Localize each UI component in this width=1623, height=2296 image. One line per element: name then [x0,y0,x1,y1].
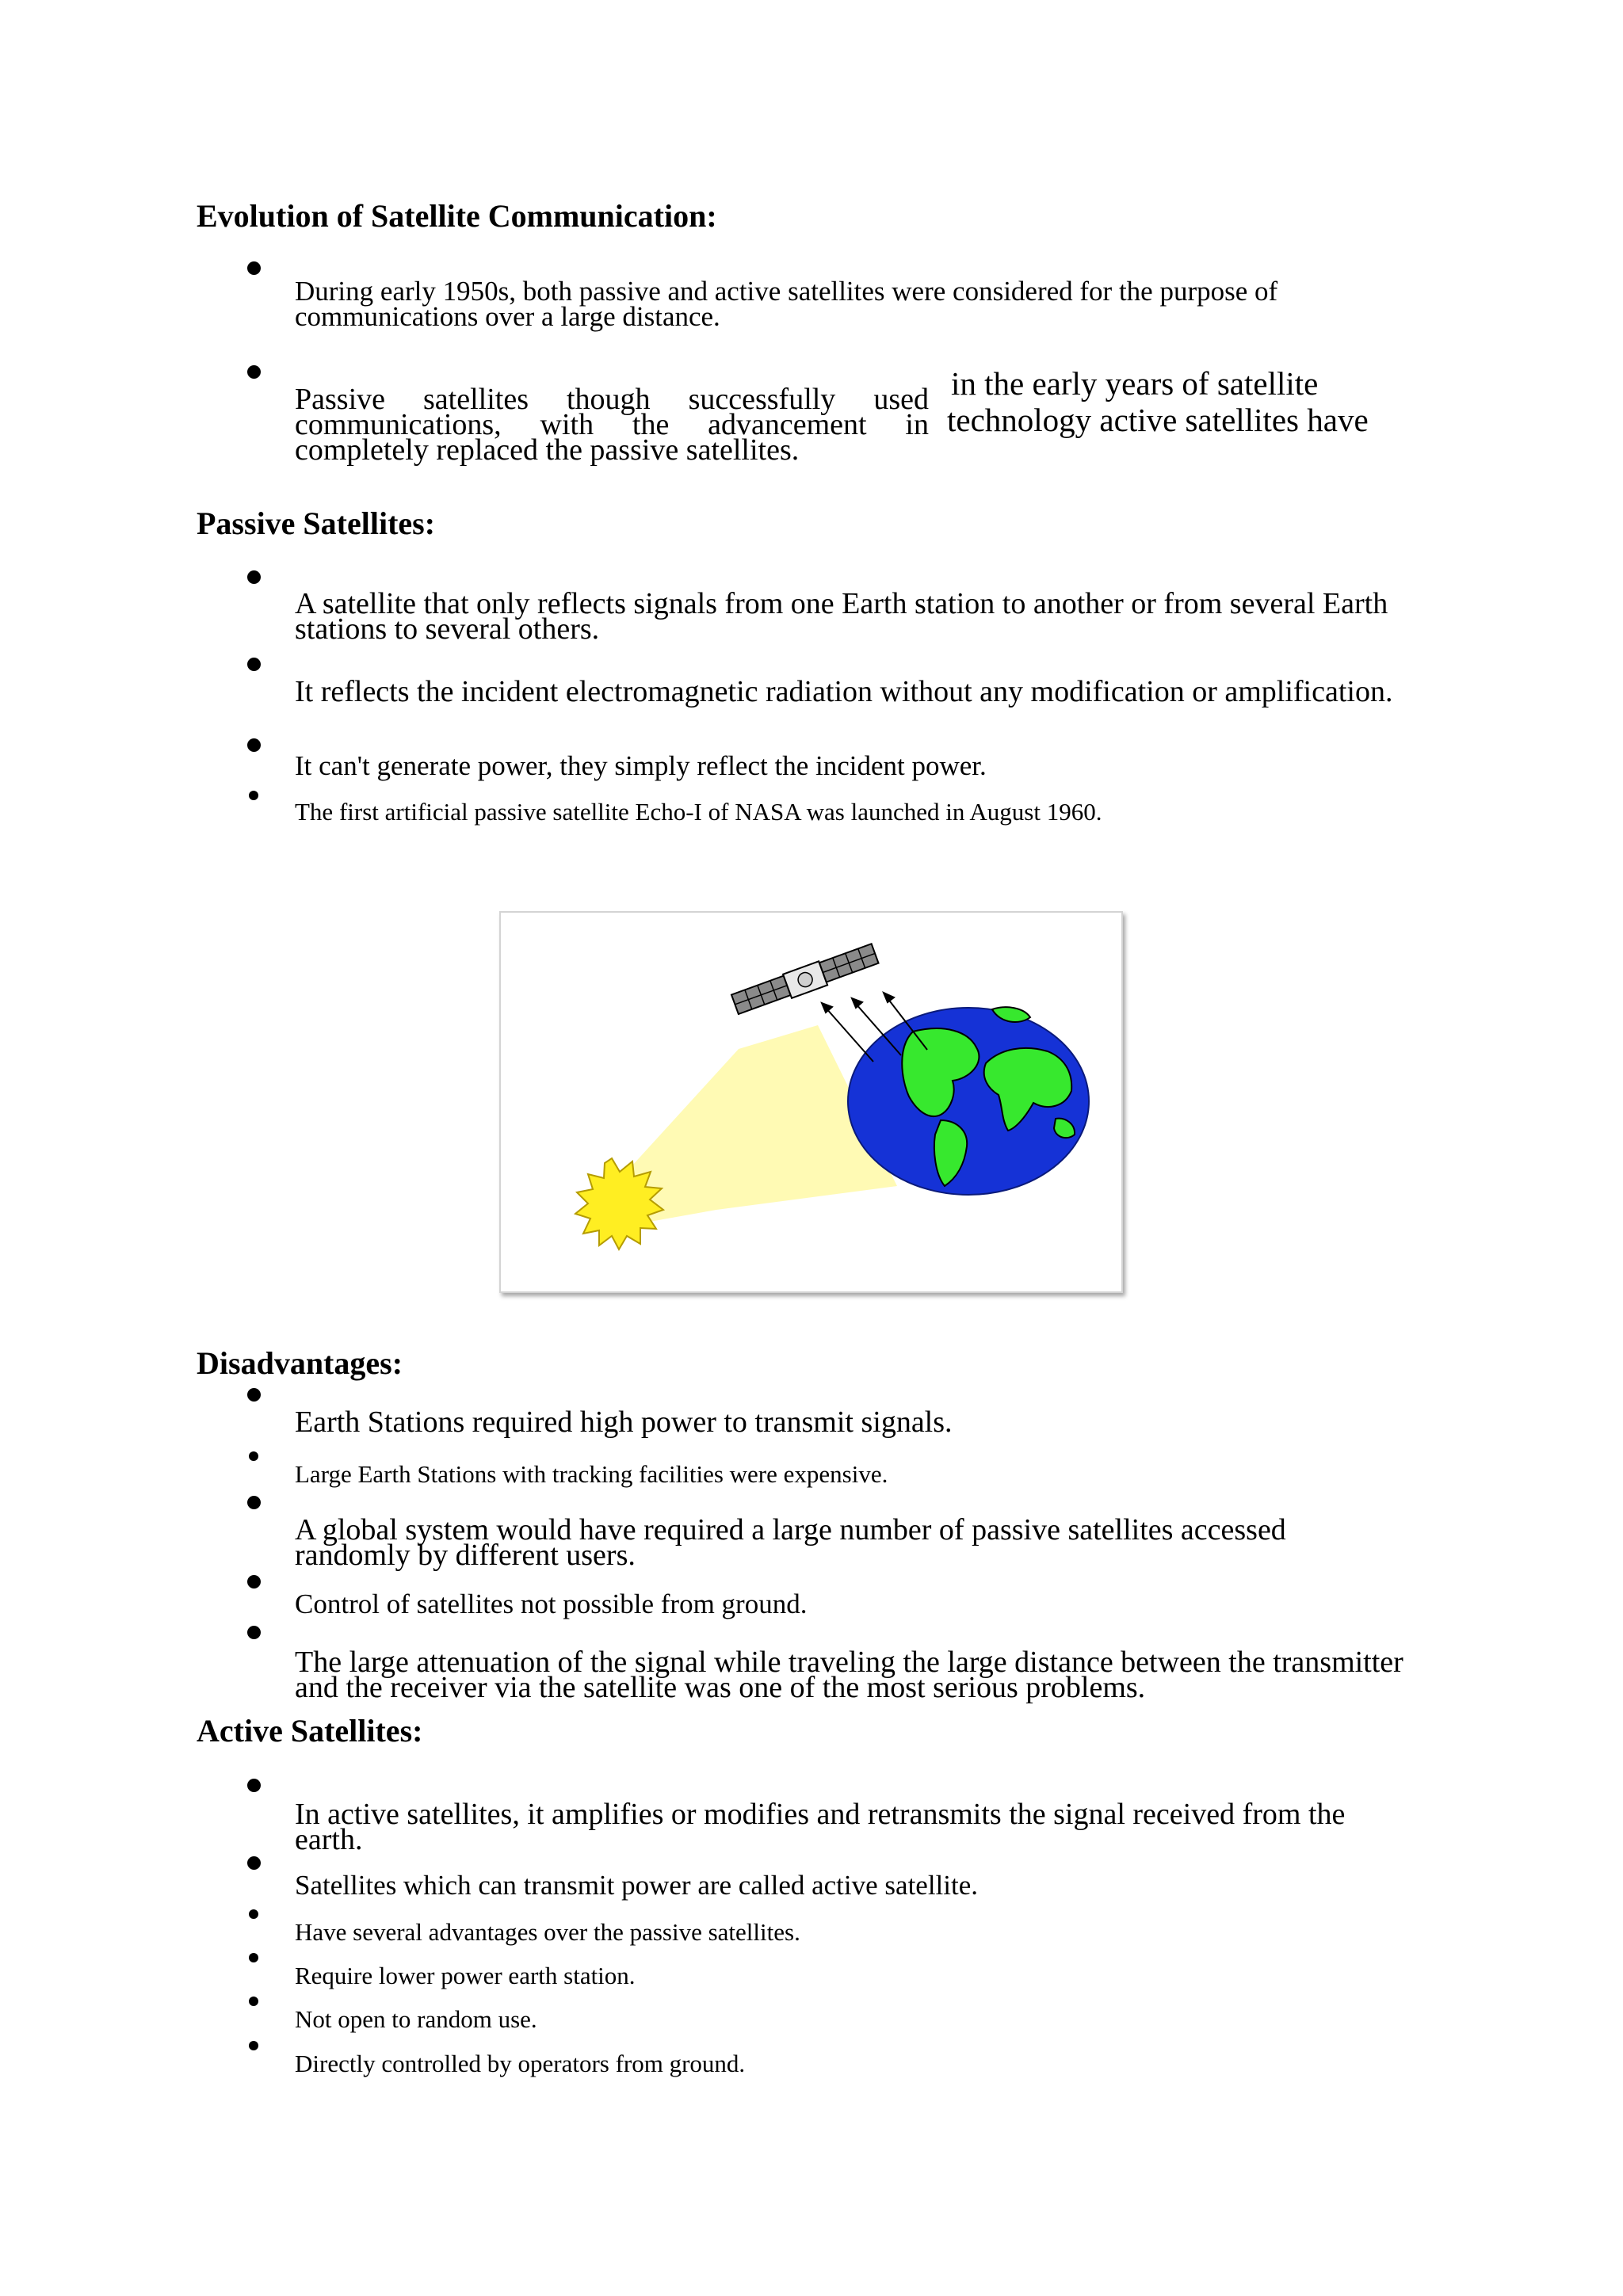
bullet-icon [247,1779,261,1792]
passive-item-3: It can't generate power, they simply reflect the incident power. [295,750,987,781]
bullet-icon [247,1856,261,1870]
bullet-icon [247,1496,261,1509]
active-item-5: Not open to random use. [295,2005,537,2033]
disadvantage-item-3: A global system would have required a large number of passive satellites accessed randomly by different users. [295,1513,1286,1572]
disadvantage-item-5: The large attenuation of the signal while traveling the large distance between the transmitter and the receiver via the satellite was one of the most serious problems. [295,1646,1403,1704]
passive-satellite-figure [499,911,1123,1293]
bullet-icon [249,1953,258,1962]
bullet-icon [249,2041,258,2050]
bullet-icon [247,1575,261,1589]
heading-disadvantages: Disadvantages: [197,1345,403,1381]
satellite-earth-sun-illustration [501,913,1121,1291]
bullet-icon [249,1451,258,1461]
disadvantage-item-4: Control of satellites not possible from ground. [295,1589,808,1619]
active-item-4: Require lower power earth station. [295,1962,636,1989]
active-item-2: Satellites which can transmit power are called active satellite. [295,1870,979,1901]
evolution-side-text-1: in the early years of satellite [951,365,1319,402]
active-item-6: Directly controlled by operators from ground. [295,2050,746,2077]
passive-item-4: The first artificial passive satellite Echo-I of NASA was launched in August 1960. [295,798,1102,826]
bullet-icon [247,365,261,379]
bullet-icon [249,791,258,800]
bullet-icon [247,570,261,584]
bullet-icon [247,1388,261,1402]
bullet-icon [249,1909,258,1919]
active-item-1: In active satellites, it amplifies or modifies and retransmits the signal received from the earth. [295,1798,1346,1856]
disadvantage-item-2: Large Earth Stations with tracking facilities were expensive. [295,1460,888,1488]
sun-icon [575,1158,663,1249]
active-item-3: Have several advantages over the passive satellites. [295,1918,800,1946]
heading-evolution: Evolution of Satellite Communication: [197,198,717,234]
heading-passive: Passive Satellites: [197,505,436,541]
passive-item-2: It reflects the incident electromagnetic radiation without any modification or amplification. [295,675,1393,708]
bullet-icon [247,261,261,275]
disadvantage-item-1: Earth Stations required high power to transmit signals. [295,1405,953,1439]
bullet-icon [247,1626,261,1639]
bullet-icon [247,738,261,752]
evolution-item-2: Passive satellites though successfully used communications, with the advancement in completely replaced the passive satellites. [295,383,929,467]
bullet-icon [247,658,261,671]
evolution-side-text-2: technology active satellites have [947,402,1369,438]
bullet-icon [249,1997,258,2006]
evolution-item-1: During early 1950s, both passive and active satellites were considered for the purpose of communications over a large distance. [295,276,1278,332]
heading-active: Active Satellites: [197,1713,423,1749]
passive-item-1: A satellite that only reflects signals from one Earth station to another or from several Earth stations to several others. [295,587,1388,646]
